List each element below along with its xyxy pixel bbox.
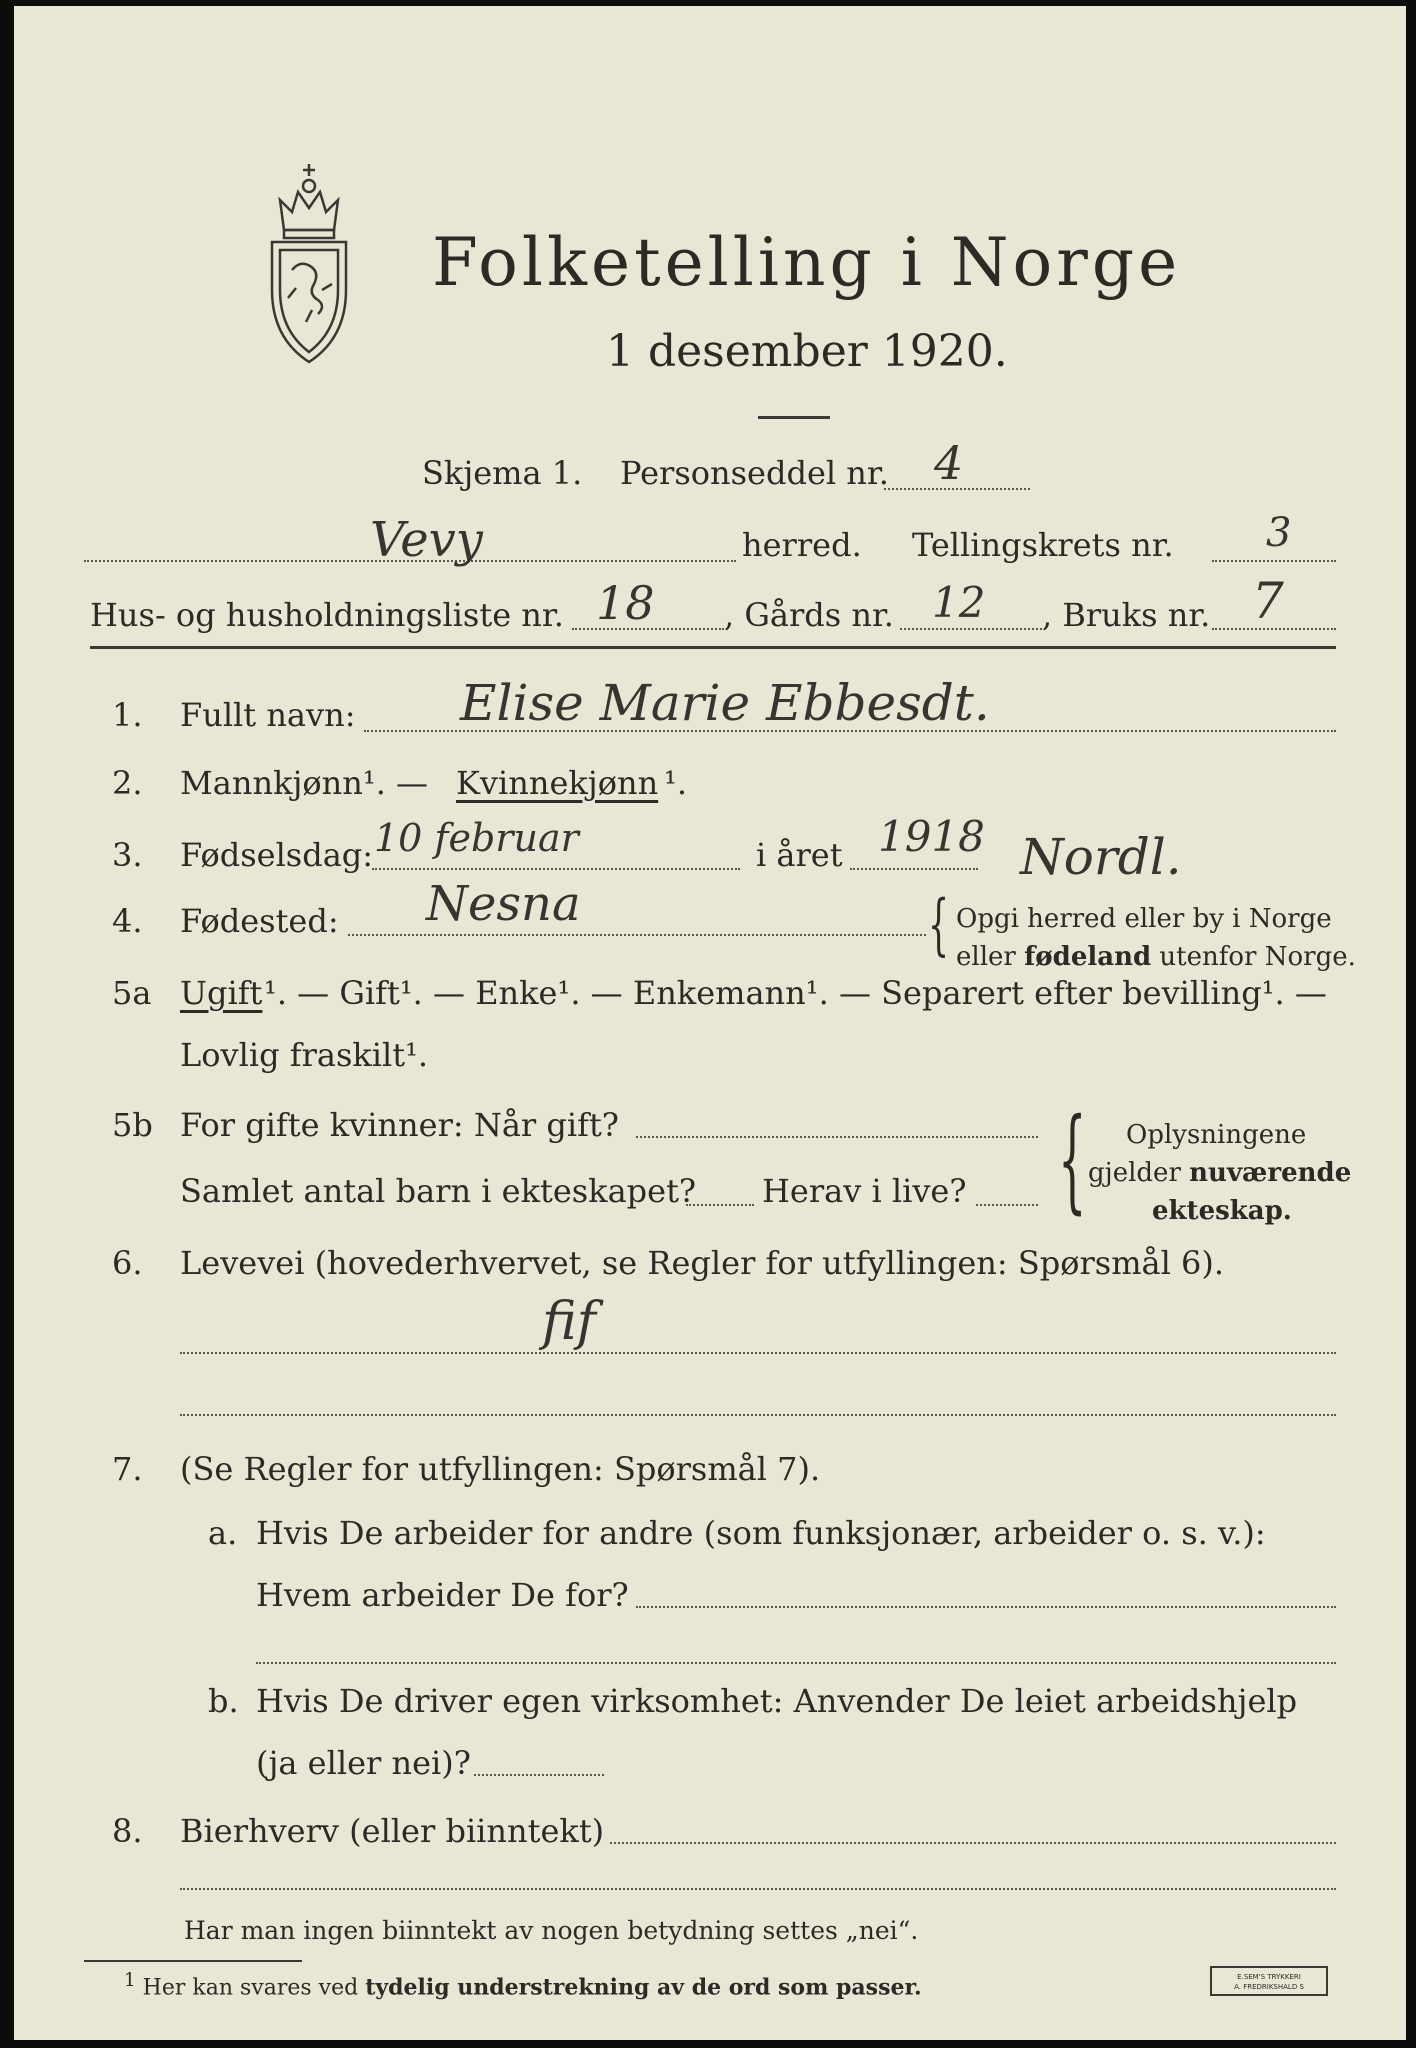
bruks-value: 7	[1252, 572, 1284, 630]
q7a-line2-dots	[636, 1606, 1336, 1608]
bruks-label: , Bruks nr.	[1042, 596, 1211, 634]
q3-year-line	[850, 868, 978, 870]
q3-year-value: 1918	[878, 812, 985, 861]
q6-value: fif	[542, 1292, 596, 1352]
q5b-note2	[1088, 1158, 1351, 1188]
q5a-options: ¹. — Gift¹. — Enke¹. — Enkemann¹. — Separert efter bevilling¹. —	[264, 974, 1327, 1012]
q4-value: Nesna	[426, 876, 581, 932]
q4-line	[348, 934, 926, 936]
q4-note-line2	[956, 942, 1356, 972]
q5b-line1: For gifte kvinner: Når gift?	[180, 1106, 619, 1144]
q3-day-line	[372, 868, 740, 870]
q7-number: 7.	[112, 1450, 143, 1488]
q5b-note2a: gjelder	[1088, 1158, 1190, 1188]
q7a-line1: Hvis De arbeider for andre (som funksjonær, arbeider o. s. v.):	[256, 1514, 1266, 1552]
q5a-ugift-selected: Ugift	[180, 974, 263, 1012]
q5b-line2b: Herav i live?	[762, 1172, 967, 1210]
norwegian-coat-of-arms-icon	[262, 160, 356, 366]
q4-extra-value: Nordl.	[1020, 828, 1182, 886]
q5a-line2: Lovlig fraskilt¹.	[180, 1036, 429, 1074]
q3-year-label: i året	[756, 836, 843, 874]
personseddel-value: 4	[934, 436, 964, 490]
footnote-number: 1	[124, 1970, 136, 1991]
q2-kvinne-selected: Kvinnekjønn	[456, 764, 659, 802]
gards-value: 12	[932, 578, 986, 627]
q3-value: 10 februar	[374, 816, 579, 860]
q5b-barn-dots	[686, 1204, 754, 1206]
q3-label: Fødselsdag:	[180, 836, 374, 874]
q7-label: (Se Regler for utfyllingen: Spørsmål 7).	[180, 1450, 821, 1488]
tellingskrets-line	[1212, 560, 1336, 562]
q7b-line1: Hvis De driver egen virksomhet: Anvender De leiet arbeidshjelp	[256, 1682, 1298, 1720]
q7a-line2: Hvem arbeider De for?	[256, 1576, 629, 1614]
q2-number: 2.	[112, 764, 143, 802]
q6-line2	[180, 1414, 1336, 1416]
q6-label: Levevei (hovederhvervet, se Regler for utfyllingen: Spørsmål 6).	[180, 1244, 1225, 1282]
q5b-note3-text: ekteskap.	[1152, 1196, 1292, 1226]
q5b-live-dots	[976, 1204, 1038, 1206]
footnote-text-c: av de ord som passer.	[649, 1974, 922, 2001]
q7a-number: a.	[208, 1514, 238, 1552]
printer-line2: A. FREDRIKSHALD S	[1234, 1983, 1304, 1991]
q1-number: 1.	[112, 696, 143, 734]
q7a-line3-dots	[256, 1662, 1336, 1664]
q4-note-line2a: eller	[956, 942, 1025, 972]
header-divider	[90, 646, 1336, 649]
q6-number: 6.	[112, 1244, 143, 1282]
husliste-value: 18	[596, 576, 655, 630]
husliste-label: Hus- og husholdningsliste nr.	[90, 596, 564, 634]
q4-note-brace: {	[928, 886, 949, 963]
form-title: Folketelling i Norge	[432, 224, 1182, 301]
q1-label: Fullt navn:	[180, 696, 356, 734]
q4-note-fodeland: fødeland	[1024, 942, 1152, 972]
q2-kvinne-suffix: ¹.	[664, 764, 687, 802]
printer-stamp	[1210, 1966, 1328, 1996]
q7b-line2-dots	[474, 1774, 604, 1776]
herred-value: Vevy	[370, 512, 483, 568]
q5b-note-nuvaerende: nuværende	[1189, 1158, 1352, 1188]
q5b-number: 5b	[112, 1106, 153, 1144]
q5b-note-brace: {	[1058, 1095, 1087, 1225]
q1-value: Elise Marie Ebbesdt.	[460, 674, 990, 732]
q8-label: Bierhverv (eller biinntekt)	[180, 1812, 605, 1850]
form-date: 1 desember 1920.	[606, 326, 1008, 377]
q5b-note1: Oplysningene	[1126, 1120, 1307, 1150]
q5b-line1-dots	[636, 1136, 1038, 1138]
footnote-text-b: tydelig understrekning	[365, 1974, 650, 2001]
q3-number: 3.	[112, 836, 143, 874]
q7b-line2: (ja eller nei)?	[256, 1744, 471, 1782]
q4-label: Fødested:	[180, 902, 339, 940]
q6-line1	[180, 1352, 1336, 1354]
q4-number: 4.	[112, 902, 143, 940]
q8-line2	[180, 1888, 1336, 1890]
herred-label: herred.	[742, 526, 862, 564]
q7b-number: b.	[208, 1682, 239, 1720]
printer-line1: E.SEM'S TRYKKERI	[1237, 1973, 1301, 1981]
q8-line1	[610, 1842, 1336, 1844]
personseddel-label: Personseddel nr.	[620, 454, 889, 492]
gards-line	[900, 628, 1042, 630]
tellingskrets-value: 3	[1266, 510, 1292, 556]
q8-number: 8.	[112, 1812, 143, 1850]
footnote	[124, 1970, 922, 2000]
gards-label: , Gårds nr.	[724, 596, 894, 634]
title-divider	[758, 416, 830, 419]
skjema-label: Skjema 1.	[422, 454, 583, 492]
q5b-line2a: Samlet antal barn i ekteskapet?	[180, 1172, 697, 1210]
census-form	[14, 6, 1406, 2040]
footnote-text-a: Her kan svares ved	[142, 1975, 366, 2001]
tellingskrets-label: Tellingskrets nr.	[912, 526, 1174, 564]
footer-note: Har man ingen biinntekt av nogen betydning settes „nei“.	[184, 1916, 919, 1945]
q2-mann: Mannkjønn¹. —	[180, 764, 429, 802]
q5b-note3	[1152, 1196, 1292, 1226]
footnote-divider	[84, 1960, 302, 1962]
q4-note-line1: Opgi herred eller by i Norge	[956, 904, 1332, 934]
q4-note-line2c: utenfor Norge.	[1151, 942, 1356, 972]
q5a-number: 5a	[112, 974, 152, 1012]
